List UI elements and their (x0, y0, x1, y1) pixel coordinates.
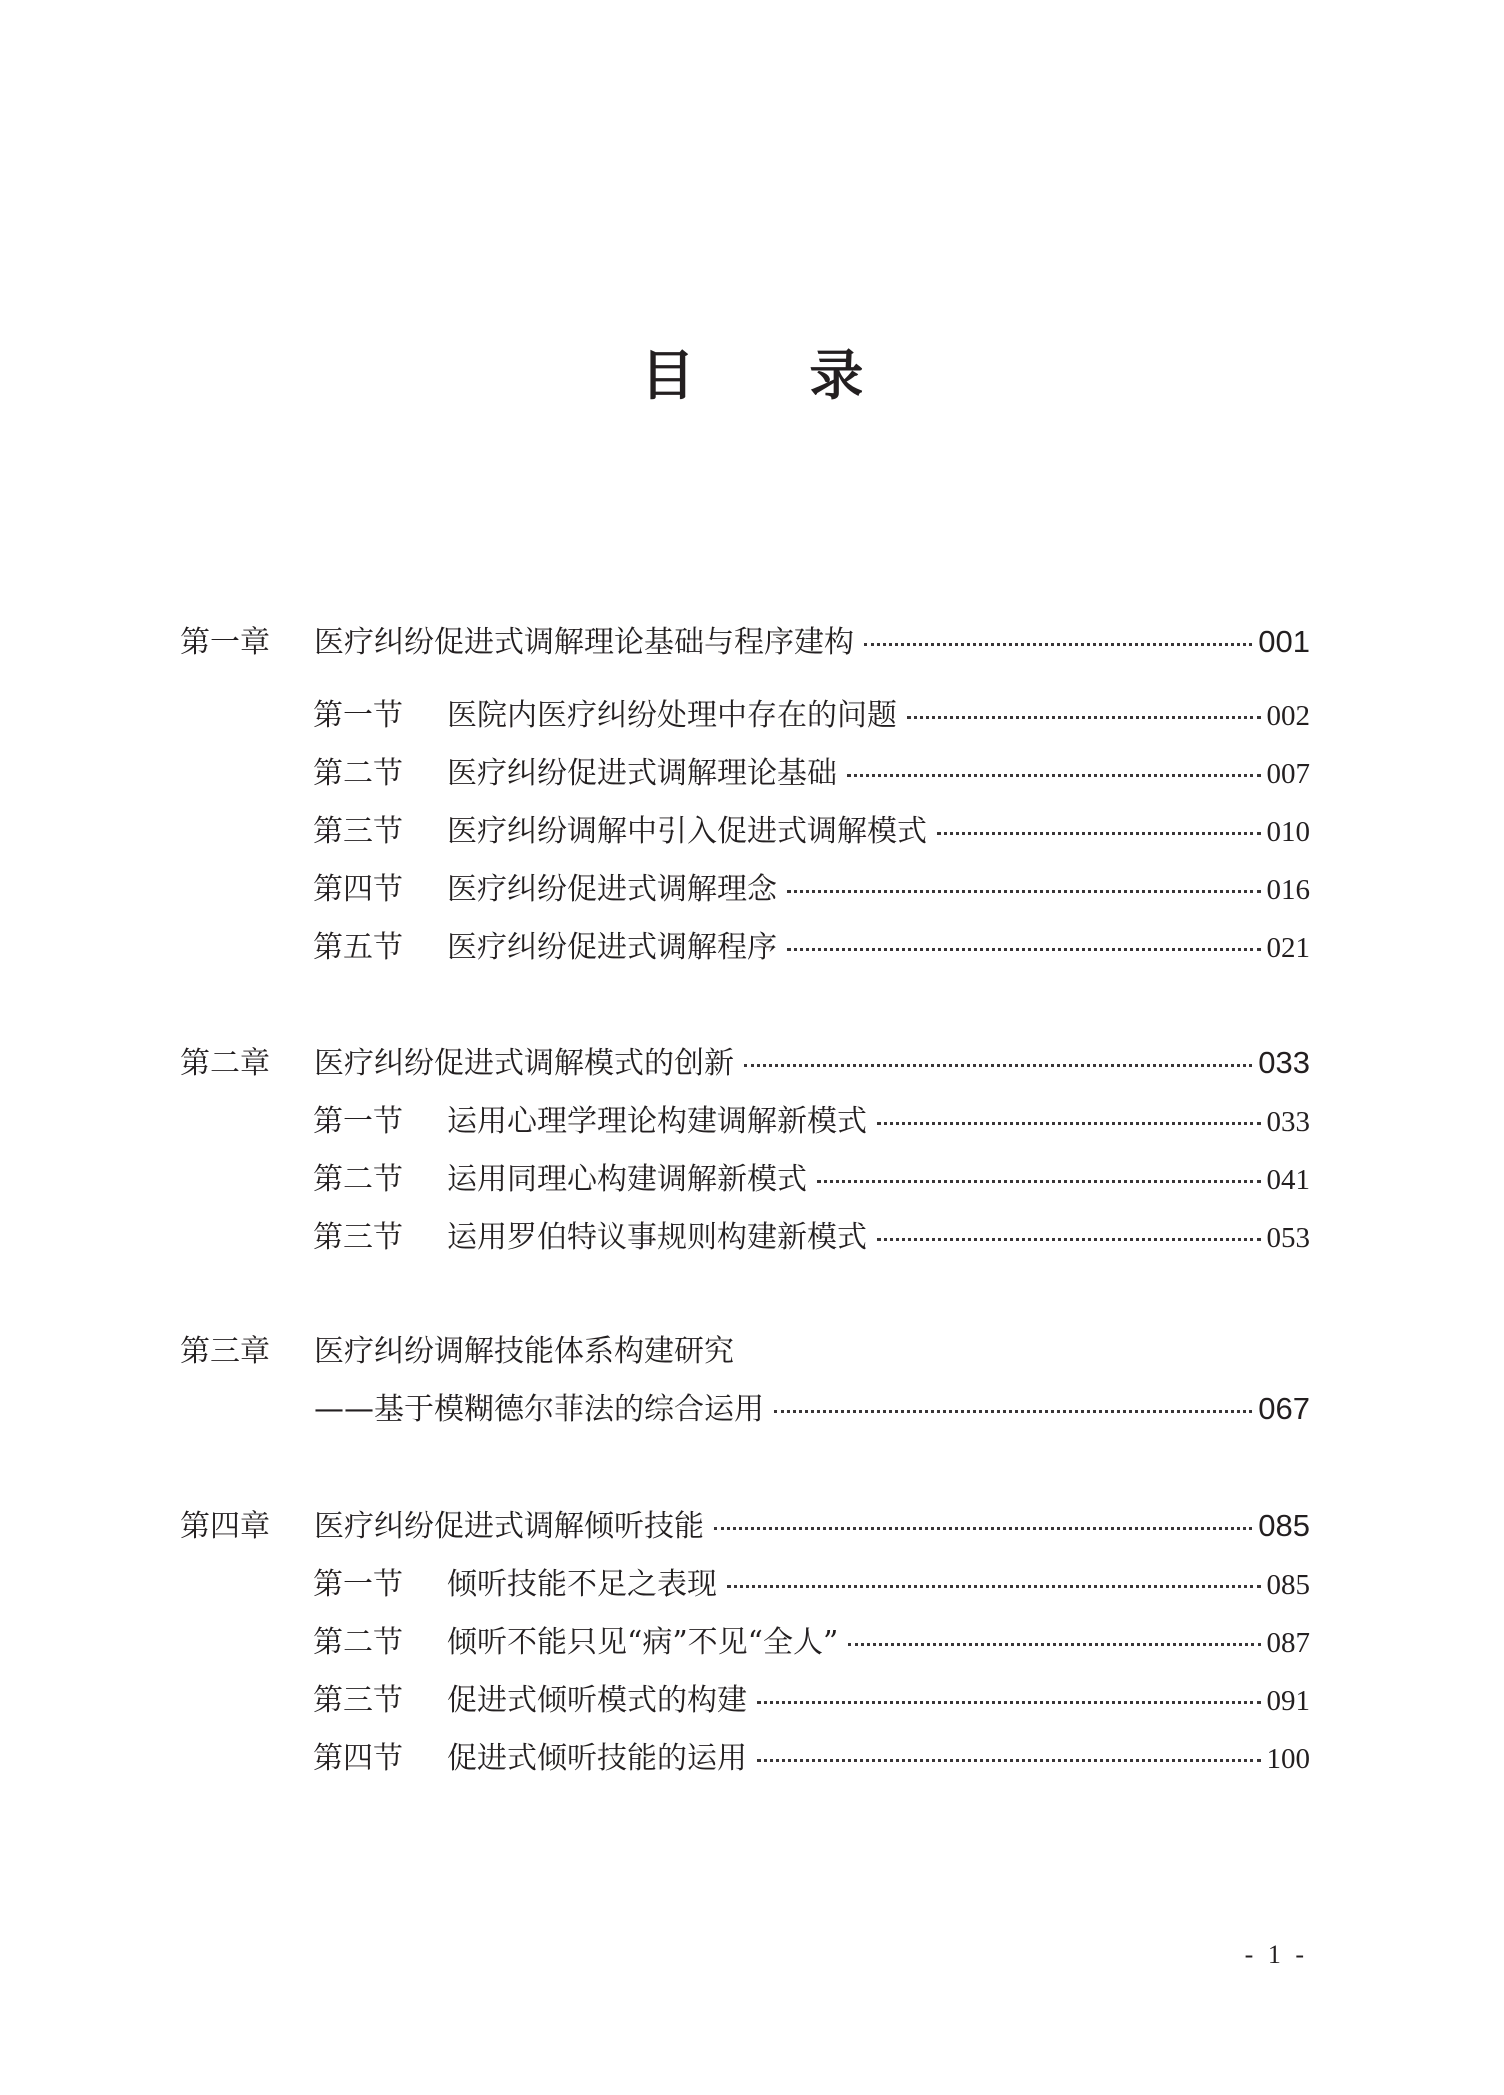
section-page: 010 (1266, 816, 1310, 848)
toc-chapter-2[interactable] (180, 1038, 1310, 1082)
toc-chapter-3[interactable] (180, 1326, 1310, 1370)
dot-leader (787, 948, 1261, 951)
section-title: 促进式倾听技能的运用 (447, 1741, 747, 1776)
chapter-subtitle: ——基于模糊德尔菲法的综合运用 (314, 1392, 764, 1427)
toc-section-4-4[interactable] (180, 1733, 1310, 1777)
section-label: 第四节 (313, 872, 403, 907)
section-page: 007 (1266, 758, 1310, 790)
dot-leader (817, 1180, 1261, 1183)
section-page: 033 (1266, 1106, 1310, 1138)
dot-leader (757, 1701, 1261, 1704)
dot-leader (848, 1643, 1260, 1646)
page-title: 目 录 (640, 343, 912, 407)
section-page: 087 (1266, 1627, 1310, 1659)
page-number: - 1 - (1244, 1940, 1308, 1969)
chapter-label: 第三章 (180, 1334, 270, 1369)
section-title: 运用心理学理论构建调解新模式 (447, 1104, 867, 1139)
section-page: 041 (1266, 1164, 1310, 1196)
section-label: 第三节 (313, 814, 403, 849)
toc-section-2-2[interactable] (180, 1154, 1310, 1198)
section-title: 医疗纠纷促进式调解理念 (447, 872, 777, 907)
chapter-title: 医疗纠纷促进式调解模式的创新 (314, 1046, 734, 1081)
chapter-label: 第一章 (180, 625, 270, 660)
section-title: 医疗纠纷调解中引入促进式调解模式 (447, 814, 927, 849)
section-title: 倾听技能不足之表现 (447, 1567, 717, 1602)
toc-section-4-2[interactable] (180, 1617, 1310, 1661)
chapter-page: 085 (1258, 1508, 1310, 1543)
dot-leader (907, 716, 1261, 719)
section-label: 第五节 (313, 930, 403, 965)
section-label: 第一节 (313, 1104, 403, 1139)
section-title: 倾听不能只见“病”不见“全人” (447, 1625, 839, 1660)
section-label: 第一节 (313, 698, 403, 733)
dot-leader (877, 1122, 1261, 1125)
dot-leader (787, 890, 1261, 893)
chapter-title: 医疗纠纷促进式调解倾听技能 (314, 1509, 704, 1544)
section-label: 第二节 (313, 756, 403, 791)
section-label: 第四节 (313, 1741, 403, 1776)
chapter-title: 医疗纠纷促进式调解理论基础与程序建构 (314, 625, 854, 660)
section-label: 第二节 (313, 1625, 403, 1660)
chapter-page: 001 (1258, 624, 1310, 659)
toc-section-1-4[interactable] (180, 864, 1310, 908)
section-title: 促进式倾听模式的构建 (447, 1683, 747, 1718)
toc-chapter-4[interactable] (180, 1501, 1310, 1545)
dot-leader (877, 1238, 1261, 1241)
section-label: 第三节 (313, 1683, 403, 1718)
dot-leader (864, 643, 1252, 646)
dot-leader (937, 832, 1261, 835)
chapter-label: 第四章 (180, 1509, 270, 1544)
section-title: 医院内医疗纠纷处理中存在的问题 (447, 698, 897, 733)
section-title: 运用罗伯特议事规则构建新模式 (447, 1220, 867, 1255)
dot-leader (744, 1064, 1252, 1067)
toc-section-2-1[interactable] (180, 1096, 1310, 1140)
chapter-page: 067 (1258, 1391, 1310, 1426)
chapter-title: 医疗纠纷调解技能体系构建研究 (314, 1334, 734, 1369)
dot-leader (714, 1527, 1252, 1530)
section-page: 100 (1266, 1743, 1310, 1775)
toc-section-1-5[interactable] (180, 922, 1310, 966)
toc-chapter-1[interactable] (180, 617, 1310, 661)
section-label: 第一节 (313, 1567, 403, 1602)
section-page: 002 (1266, 700, 1310, 732)
dot-leader (847, 774, 1261, 777)
section-page: 021 (1266, 932, 1310, 964)
dot-leader (774, 1410, 1252, 1413)
toc-section-1-1[interactable] (180, 690, 1310, 734)
section-page: 053 (1266, 1222, 1310, 1254)
section-label: 第三节 (313, 1220, 403, 1255)
section-page: 091 (1266, 1685, 1310, 1717)
section-title: 运用同理心构建调解新模式 (447, 1162, 807, 1197)
section-label: 第二节 (313, 1162, 403, 1197)
chapter-page: 033 (1258, 1045, 1310, 1080)
chapter-label: 第二章 (180, 1046, 270, 1081)
toc-section-1-2[interactable] (180, 748, 1310, 792)
dot-leader (727, 1585, 1261, 1588)
section-page: 085 (1266, 1569, 1310, 1601)
dot-leader (757, 1759, 1261, 1762)
section-title: 医疗纠纷促进式调解程序 (447, 930, 777, 965)
section-page: 016 (1266, 874, 1310, 906)
section-title: 医疗纠纷促进式调解理论基础 (447, 756, 837, 791)
toc-chapter-3-subtitle[interactable] (180, 1384, 1310, 1428)
toc-section-4-3[interactable] (180, 1675, 1310, 1719)
toc-section-1-3[interactable] (180, 806, 1310, 850)
toc-section-4-1[interactable] (180, 1559, 1310, 1603)
toc-section-2-3[interactable] (180, 1212, 1310, 1256)
